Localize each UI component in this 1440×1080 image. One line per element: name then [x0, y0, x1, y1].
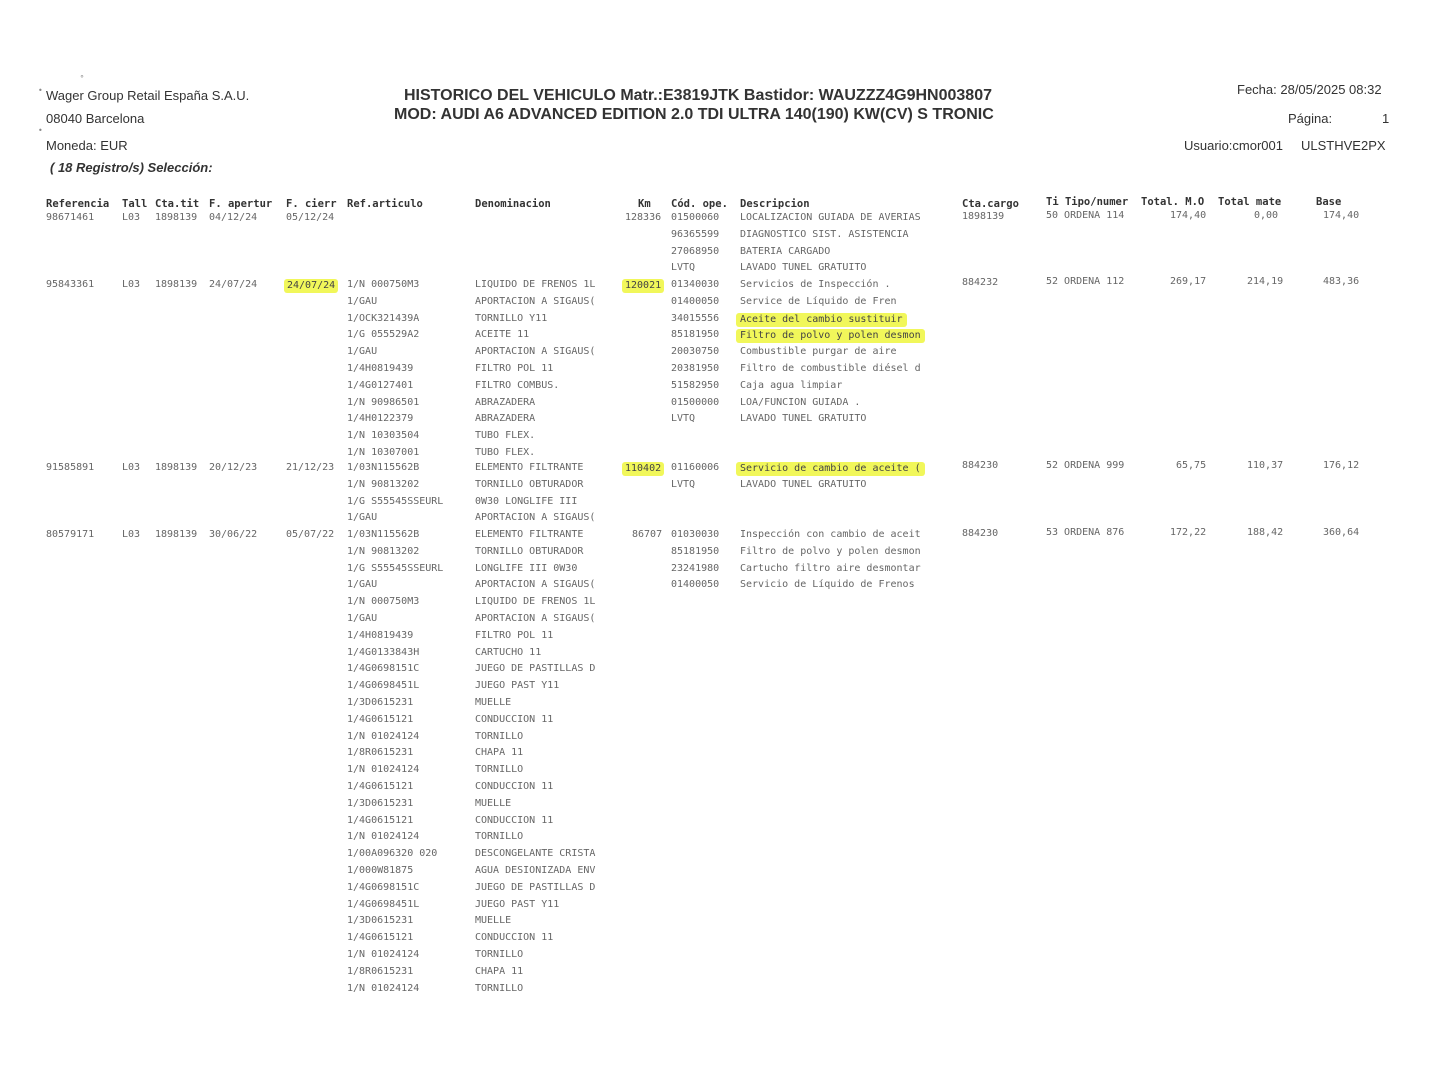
- cell-referencia: 80579171: [46, 529, 95, 540]
- selection-label: ( 18 Registro/s) Selección:: [50, 160, 213, 175]
- article-denomination: CONDUCCION 11: [475, 932, 554, 944]
- operation-description: Filtro de combustible diésel d: [740, 363, 921, 374]
- article-denomination: APORTACION A SIGAUS(: [475, 579, 596, 591]
- article-denomination: AGUA DESIONIZADA ENV: [475, 865, 596, 876]
- article-denomination: CHAPA 11: [475, 965, 524, 977]
- cell-total-mo: 172,22: [1170, 527, 1207, 538]
- cell-cta-tit: 1898139: [155, 279, 198, 290]
- article-denomination: TORNILLO OBTURADOR: [475, 545, 584, 557]
- article-denomination: JUEGO DE PASTILLAS D: [475, 881, 596, 893]
- col-cta-cargo: Cta.cargo: [962, 198, 1019, 210]
- col-f-cierr: F. cierr: [286, 198, 337, 210]
- operation-description: Inspección con cambio de aceit: [740, 529, 921, 540]
- col-tall: Tall: [122, 198, 148, 210]
- article-ref: 1/8R0615231: [347, 747, 414, 759]
- cell-tipo: 53 ORDENA 876: [1046, 527, 1125, 538]
- cell-total-mate: 188,42: [1247, 527, 1284, 538]
- article-ref: 1/N 10303504: [347, 430, 420, 442]
- cell-referencia: 98671461: [46, 212, 95, 223]
- article-ref: 1/N 01024124: [347, 982, 420, 994]
- cell-f-cierr: 05/07/22: [286, 529, 335, 540]
- col-ref-articulo: Ref.articulo: [347, 198, 423, 210]
- currency-label: Moneda: EUR: [46, 138, 128, 153]
- page-label: Página:: [1288, 111, 1333, 126]
- report-date: Fecha: 28/05/2025 08:32: [1237, 82, 1382, 97]
- article-ref: 1/4G0615121: [347, 814, 414, 826]
- operation-description: DIAGNOSTICO SIST. ASISTENCIA: [740, 228, 909, 240]
- col-denominacion: Denominacion: [475, 198, 551, 210]
- cell-cta-tit: 1898139: [155, 462, 198, 473]
- article-denomination: ELEMENTO FILTRANTE: [475, 462, 584, 473]
- operation-code: LVTQ: [671, 478, 696, 490]
- article-denomination: ELEMENTO FILTRANTE: [475, 529, 584, 540]
- article-ref: 1/4H0819439: [347, 363, 414, 374]
- article-ref: 1/4G0615121: [347, 713, 414, 725]
- article-ref: 1/G S55545SSEURL: [347, 562, 444, 574]
- article-ref: 1/4G0698151C: [347, 663, 420, 675]
- company-name: Wager Group Retail España S.A.U.: [46, 88, 250, 103]
- operation-description-highlighted: Servicio de cambio de aceite (: [736, 462, 925, 476]
- article-denomination: APORTACION A SIGAUS(: [475, 613, 596, 624]
- article-denomination: TORNILLO: [475, 764, 524, 776]
- article-denomination: TORNILLO Y11: [475, 312, 548, 324]
- article-denomination: TUBO FLEX.: [475, 447, 536, 458]
- operation-code: 96365599: [671, 228, 720, 240]
- article-denomination: TORNILLO: [475, 949, 524, 960]
- operation-code: 20030750: [671, 346, 720, 358]
- article-ref: 1/03N115562B: [347, 529, 420, 540]
- cell-km-highlighted: 110402: [622, 462, 664, 476]
- cell-f-apertur: 20/12/23: [209, 462, 258, 473]
- cell-f-cierr-highlighted: 24/07/24: [284, 279, 338, 293]
- cell-tipo: 50 ORDENA 114: [1046, 210, 1125, 221]
- article-ref: 1/N 01024124: [347, 831, 420, 843]
- article-denomination: TORNILLO OBTURADOR: [475, 478, 584, 490]
- user-code: ULSTHVE2PX: [1301, 138, 1386, 153]
- scan-mark: •: [38, 86, 43, 95]
- article-denomination: CHAPA 11: [475, 747, 524, 759]
- article-ref: 1/4G0698451L: [347, 898, 420, 910]
- operation-code: LVTQ: [671, 413, 696, 425]
- col-cod-ope: Cód. ope.: [671, 198, 728, 210]
- article-denomination: DESCONGELANTE CRISTA: [475, 848, 596, 860]
- cell-referencia: 91585891: [46, 462, 95, 473]
- article-ref: 1/3D0615231: [347, 697, 414, 708]
- article-ref: 1/GAU: [347, 346, 378, 358]
- article-denomination: APORTACION A SIGAUS(: [475, 346, 596, 358]
- article-denomination: JUEGO DE PASTILLAS D: [475, 663, 596, 675]
- operation-description: BATERIA CARGADO: [740, 245, 831, 257]
- article-ref: 1/000W81875: [347, 865, 414, 876]
- operation-code: 01500060: [671, 212, 720, 223]
- cell-cta-tit: 1898139: [155, 529, 198, 540]
- article-denomination: 0W30 LONGLIFE III: [475, 495, 578, 507]
- article-ref: 1/3D0615231: [347, 797, 414, 809]
- article-denomination: FILTRO POL 11: [475, 629, 554, 641]
- article-ref: 1/4H0122379: [347, 413, 414, 425]
- operation-description: LAVADO TUNEL GRATUITO: [740, 413, 867, 425]
- article-denomination: MUELLE: [475, 697, 512, 708]
- article-denomination: CONDUCCION 11: [475, 814, 554, 826]
- operation-code: LVTQ: [671, 262, 696, 274]
- article-ref: 1/3D0615231: [347, 915, 414, 927]
- col-cta-tit: Cta.tit: [155, 198, 200, 210]
- cell-f-apertur: 04/12/24: [209, 212, 258, 223]
- article-ref: 1/4H0819439: [347, 629, 414, 641]
- cell-tipo: 52 ORDENA 112: [1046, 276, 1125, 287]
- article-denomination: TUBO FLEX.: [475, 430, 536, 442]
- article-ref: 1/4G0615121: [347, 781, 414, 792]
- article-denomination: FILTRO COMBUS.: [475, 379, 560, 391]
- operation-code: 27068950: [671, 245, 720, 257]
- cell-f-apertur: 30/06/22: [209, 529, 258, 540]
- article-ref: 1/N 10307001: [347, 447, 420, 458]
- article-denomination: LIQUIDO DE FRENOS 1L: [475, 279, 596, 290]
- cell-tall: L03: [122, 279, 141, 290]
- operation-code: 34015556: [671, 312, 720, 324]
- cell-referencia: 95843361: [46, 279, 95, 290]
- col-base: Base: [1316, 196, 1342, 208]
- article-ref: 1/00A096320 020: [347, 848, 438, 860]
- article-ref: 1/4G0127401: [347, 379, 414, 391]
- col-total-mate: Total mate: [1218, 196, 1282, 208]
- cell-f-cierr: 05/12/24: [286, 212, 335, 223]
- col-referencia: Referencia: [46, 198, 110, 210]
- article-ref: 1/OCK321439A: [347, 312, 420, 324]
- cell-cta-tit: 1898139: [155, 212, 198, 223]
- article-ref: 1/G 055529A2: [347, 329, 420, 341]
- operation-code: 01030030: [671, 529, 720, 540]
- cell-tall: L03: [122, 529, 141, 540]
- article-denomination: TORNILLO: [475, 730, 524, 742]
- article-denomination: LIQUIDO DE FRENOS 1L: [475, 596, 596, 608]
- scan-mark: •: [38, 126, 43, 135]
- operation-description-highlighted: Filtro de polvo y polen desmon: [736, 329, 925, 343]
- operation-description-highlighted: Aceite del cambio sustituir: [736, 313, 907, 327]
- col-km: Km: [638, 198, 651, 210]
- cell-base: 483,36: [1323, 276, 1360, 287]
- article-denomination: CONDUCCION 11: [475, 781, 554, 792]
- article-denomination: MUELLE: [475, 915, 512, 927]
- operation-code: 23241980: [671, 562, 720, 574]
- col-total-mo: Total. M.O: [1141, 196, 1205, 208]
- article-denomination: ABRAZADERA: [475, 413, 536, 425]
- operation-description: Servicio de Líquido de Frenos: [740, 579, 915, 591]
- article-denomination: LONGLIFE III 0W30: [475, 562, 578, 574]
- operation-code: 85181950: [671, 545, 720, 557]
- operation-description: LAVADO TUNEL GRATUITO: [740, 478, 867, 490]
- operation-code: 01160006: [671, 462, 720, 473]
- article-denomination: CARTUCHO 11: [475, 646, 542, 658]
- cell-cta-cargo: 884230: [962, 460, 999, 471]
- article-denomination: APORTACION A SIGAUS(: [475, 512, 596, 524]
- vehicle-model: MOD: AUDI A6 ADVANCED EDITION 2.0 TDI ULTRA 140(190) KW(CV) S TRONIC: [394, 106, 994, 123]
- cell-total-mo: 174,40: [1170, 210, 1207, 221]
- operation-code: 01400050: [671, 579, 720, 591]
- article-ref: 1/N 01024124: [347, 730, 420, 742]
- article-denomination: TORNILLO: [475, 982, 524, 994]
- article-ref: 1/N 90813202: [347, 545, 420, 557]
- company-city: 08040 Barcelona: [46, 111, 145, 126]
- article-ref: 1/4G0698451L: [347, 680, 420, 692]
- article-ref: 1/8R0615231: [347, 965, 414, 977]
- article-ref: 1/03N115562B: [347, 462, 420, 473]
- report-title: HISTORICO DEL VEHICULO Matr.:E3819JTK Bastidor: WAUZZZ4G9HN003807: [404, 87, 992, 104]
- operation-code: 01500000: [671, 396, 720, 408]
- cell-total-mo: 269,17: [1170, 276, 1207, 287]
- operation-description: LOA/FUNCION GUIADA .: [740, 396, 861, 408]
- article-ref: 1/N 01024124: [347, 949, 420, 960]
- user-label: Usuario:cmor001: [1184, 138, 1283, 153]
- cell-total-mate: 214,19: [1247, 276, 1284, 287]
- cell-tall: L03: [122, 462, 141, 473]
- cell-cta-cargo: 884230: [962, 528, 999, 539]
- operation-description: LAVADO TUNEL GRATUITO: [740, 262, 867, 274]
- cell-tall: L03: [122, 212, 141, 223]
- cell-cta-cargo: 884232: [962, 277, 999, 288]
- operation-code: 85181950: [671, 329, 720, 341]
- cell-base: 176,12: [1323, 460, 1360, 471]
- cell-cta-cargo: 1898139: [962, 211, 1005, 222]
- article-ref: 1/N 90813202: [347, 478, 420, 490]
- article-denomination: APORTACION A SIGAUS(: [475, 295, 596, 307]
- operation-code: 01340030: [671, 279, 720, 290]
- operation-code: 51582950: [671, 379, 720, 391]
- cell-total-mate: 110,37: [1247, 460, 1284, 471]
- col-f-apertur: F. apertur: [209, 198, 273, 210]
- article-ref: 1/GAU: [347, 295, 378, 307]
- cell-f-apertur: 24/07/24: [209, 279, 258, 290]
- operation-description: Cartucho filtro aire desmontar: [740, 562, 921, 574]
- article-denomination: MUELLE: [475, 797, 512, 809]
- cell-base: 174,40: [1323, 210, 1360, 221]
- article-ref: 1/N 90986501: [347, 396, 420, 408]
- article-ref: 1/GAU: [347, 512, 378, 524]
- article-ref: 1/N 000750M3: [347, 279, 420, 290]
- cell-km-highlighted: 120021: [622, 279, 664, 293]
- article-ref: 1/N 01024124: [347, 764, 420, 776]
- article-ref: 1/4G0615121: [347, 932, 414, 944]
- article-denomination: ABRAZADERA: [475, 396, 536, 408]
- operation-description: Combustible purgar de aire: [740, 346, 897, 358]
- col-descripcion: Descripcion: [740, 198, 810, 210]
- scan-mark: °: [80, 74, 84, 83]
- cell-base: 360,64: [1323, 527, 1360, 538]
- col-tipo: Ti Tipo/numer: [1046, 196, 1129, 208]
- cell-tipo: 52 ORDENA 999: [1046, 460, 1125, 471]
- operation-code: 20381950: [671, 363, 720, 374]
- article-denomination: CONDUCCION 11: [475, 713, 554, 725]
- page-number: 1: [1382, 111, 1390, 126]
- article-ref: 1/GAU: [347, 613, 378, 624]
- operation-description: Service de Líquido de Fren: [740, 295, 897, 307]
- article-ref: 1/GAU: [347, 579, 378, 591]
- article-denomination: JUEGO PAST Y11: [475, 680, 560, 692]
- operation-description: LOCALIZACION GUIADA DE AVERIAS: [740, 212, 921, 223]
- operation-code: 01400050: [671, 295, 720, 307]
- cell-km: 128336: [625, 212, 662, 223]
- article-ref: 1/N 000750M3: [347, 596, 420, 608]
- operation-description: Caja agua limpiar: [740, 379, 843, 391]
- operation-description: Filtro de polvo y polen desmon: [740, 545, 921, 557]
- operation-description: Servicios de Inspección .: [740, 279, 891, 290]
- cell-km: 86707: [632, 529, 663, 540]
- article-denomination: TORNILLO: [475, 831, 524, 843]
- article-denomination: ACEITE 11: [475, 329, 530, 341]
- article-denomination: FILTRO POL 11: [475, 363, 554, 374]
- article-denomination: JUEGO PAST Y11: [475, 898, 560, 910]
- cell-f-cierr: 21/12/23: [286, 462, 335, 473]
- article-ref: 1/4G0698151C: [347, 881, 420, 893]
- cell-total-mo: 65,75: [1176, 460, 1207, 471]
- cell-total-mate: 0,00: [1254, 210, 1279, 221]
- article-ref: 1/G S55545SSEURL: [347, 495, 444, 507]
- article-ref: 1/4G0133843H: [347, 646, 420, 658]
